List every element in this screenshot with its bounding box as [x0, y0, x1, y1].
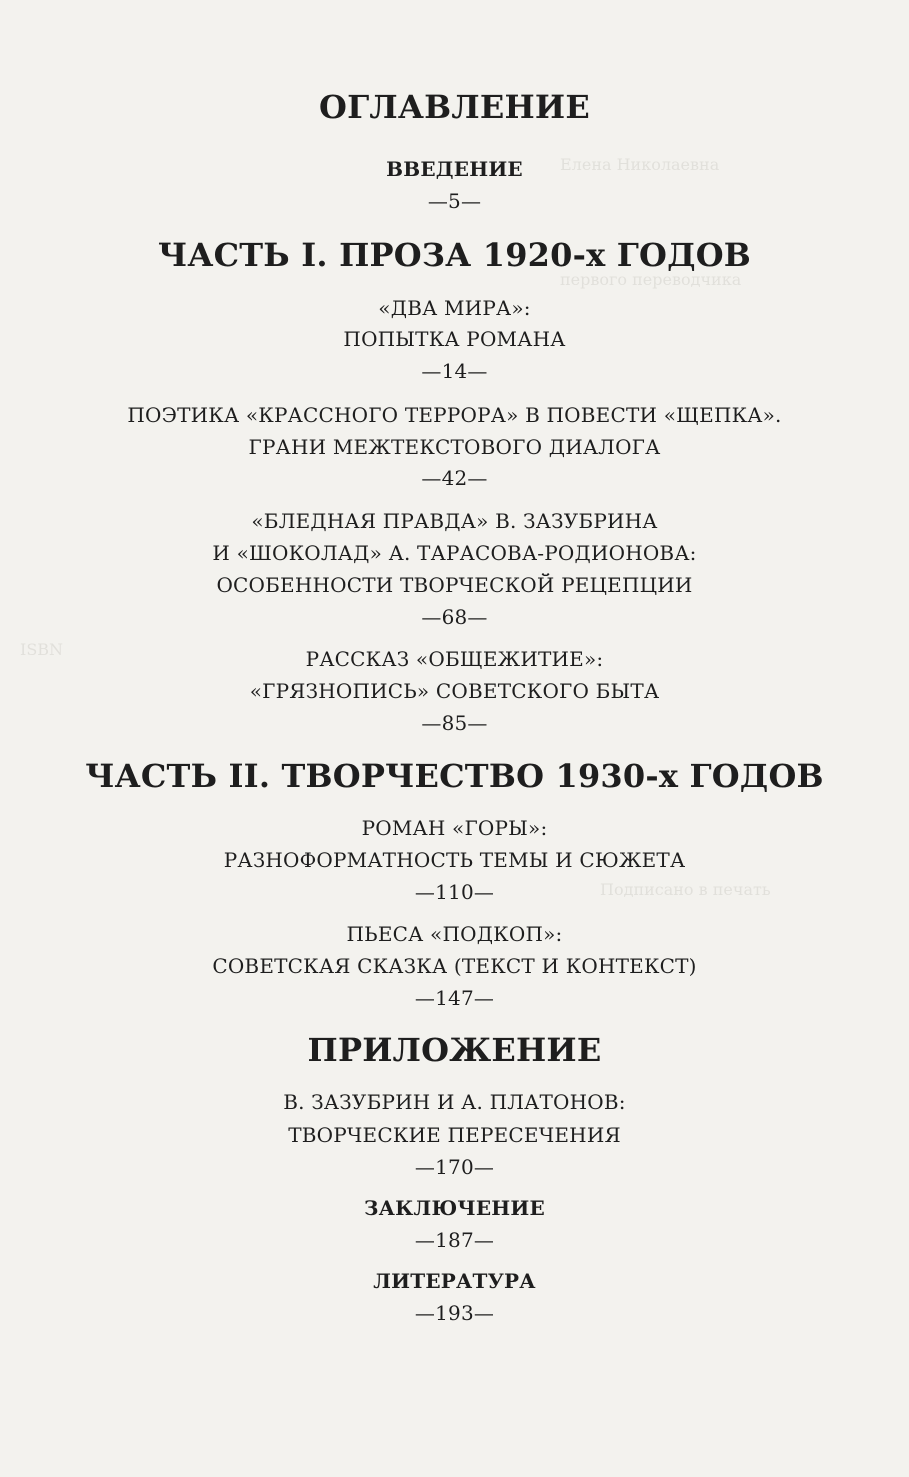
toc-entry-line: ПОЭТИКА «КРАССНОГО ТЕРРОРА» В ПОВЕСТИ «ЩЕПКА».: [127, 403, 782, 427]
toc-entry-line: ПОПЫТКА РОМАНА: [343, 327, 566, 351]
appendix-title: ПРИЛОЖЕНИЕ: [307, 1031, 602, 1069]
toc-intro-label: ВВЕДЕНИЕ: [386, 157, 523, 181]
toc-intro-page: —5—: [427, 189, 482, 213]
toc-entry-line: ТВОРЧЕСКИЕ ПЕРЕСЕЧЕНИЯ: [288, 1123, 621, 1147]
toc-entry-line: РОМАН «ГОРЫ»:: [361, 816, 548, 840]
toc-entry-line: И «ШОКОЛАД» А. ТАРАСОВА-РОДИОНОВА:: [212, 541, 697, 565]
toc-entry-line: «ДВА МИРА»:: [378, 296, 531, 320]
toc-entry-line: СОВЕТСКАЯ СКАЗКА (ТЕКСТ И КОНТЕКСТ): [212, 954, 697, 978]
toc-literature-label: ЛИТЕРАТУРА: [373, 1269, 536, 1293]
toc-conclusion-label: ЗАКЛЮЧЕНИЕ: [364, 1196, 545, 1220]
toc-entry-line: «БЛЕДНАЯ ПРАВДА» В. ЗАЗУБРИНА: [251, 509, 658, 533]
toc-entry-line: РАССКАЗ «ОБЩЕЖИТИЕ»:: [305, 647, 604, 671]
toc-entry-line: ОСОБЕННОСТИ ТВОРЧЕСКОЙ РЕЦЕПЦИИ: [216, 573, 693, 597]
part2-title: ЧАСТЬ II. ТВОРЧЕСТВО 1930-х ГОДОВ: [85, 757, 824, 795]
toc-literature-page: —193—: [414, 1301, 495, 1325]
toc-entry-page: —147—: [414, 986, 495, 1010]
toc-conclusion-page: —187—: [414, 1228, 495, 1252]
toc-entry-page: —14—: [421, 359, 488, 383]
toc-entry-line: «ГРЯЗНОПИСЬ» СОВЕТСКОГО БЫТА: [249, 679, 660, 703]
toc-entry-line: В. ЗАЗУБРИН И А. ПЛАТОНОВ:: [283, 1090, 626, 1114]
toc-entry-page: —68—: [421, 605, 488, 629]
bleed-through-text: первого переводчика: [560, 270, 742, 289]
toc-entry-page: —85—: [421, 711, 488, 735]
toc-title: ОГЛАВЛЕНИЕ: [319, 88, 590, 126]
bleed-through-text: ISBN: [20, 640, 64, 659]
toc-entry-page: —110—: [414, 880, 495, 904]
toc-entry-line: РАЗНОФОРМАТНОСТЬ ТЕМЫ И СЮЖЕТА: [223, 848, 686, 872]
bleed-through-text: Подписано в печать: [600, 880, 771, 899]
part1-title: ЧАСТЬ I. ПРОЗА 1920-х ГОДОВ: [157, 236, 752, 274]
bleed-through-text: Елена Николаевна: [560, 155, 720, 174]
toc-entry-page: —170—: [414, 1155, 495, 1179]
toc-entry-line: ПЬЕСА «ПОДКОП»:: [346, 922, 563, 946]
toc-entry-page: —42—: [421, 466, 488, 490]
toc-entry-line: ГРАНИ МЕЖТЕКСТОВОГО ДИАЛОГА: [248, 435, 661, 459]
